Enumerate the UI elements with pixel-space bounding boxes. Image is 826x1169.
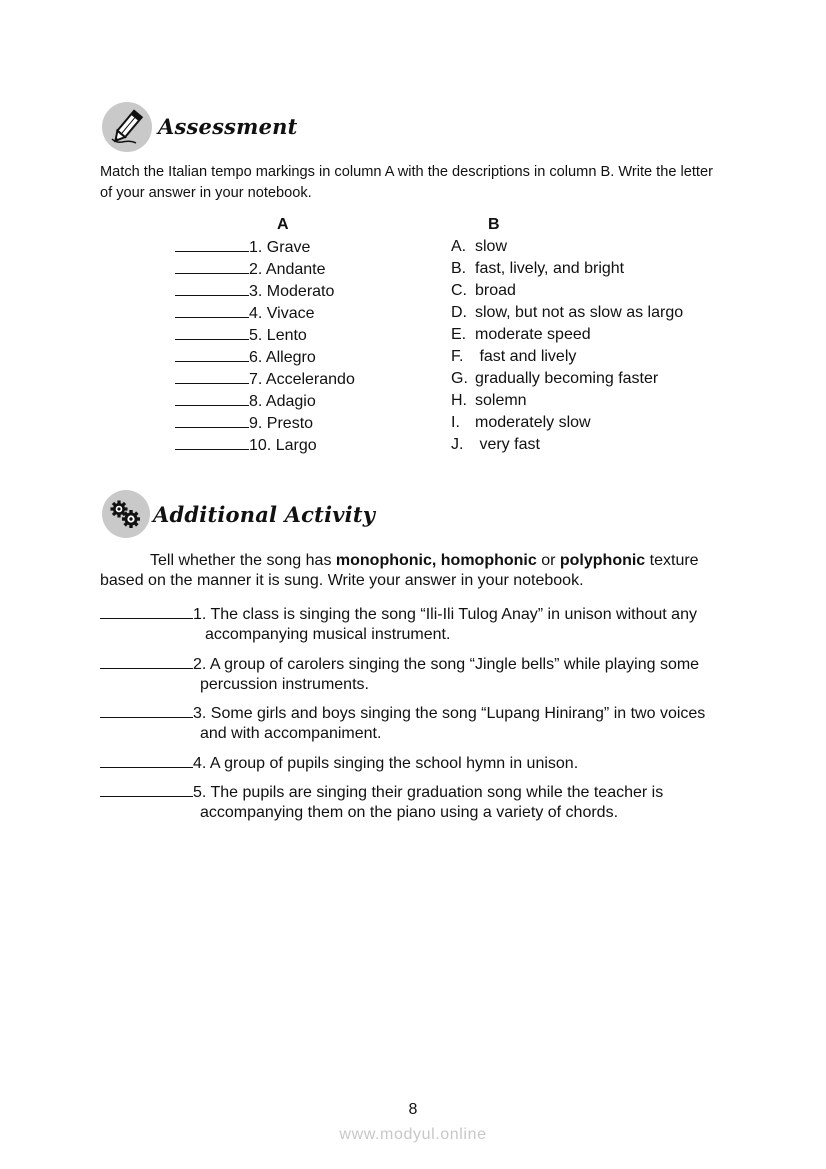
answer-blank[interactable] [175, 236, 249, 252]
answer-blank[interactable] [100, 603, 193, 619]
column-b-item: I. moderately slow [451, 414, 591, 431]
column-b-item: J. very fast [451, 436, 540, 453]
assessment-instructions: Match the Italian tempo markings in column A with the descriptions in column B. Write the letter of your answer in your notebook. [100, 164, 713, 201]
pencil-icon [102, 102, 152, 152]
column-b-item: G. gradually becoming faster [451, 370, 659, 387]
column-b-item: H. solemn [451, 392, 527, 409]
page-number: 8 [408, 1101, 418, 1118]
gears-icon [102, 490, 150, 538]
activity-item: 2. A group of carolers singing the song “Jingle bells” while playing some percussion instruments. [100, 653, 740, 694]
column-a-item: 7. Accelerando [175, 368, 355, 391]
column-a-item: 4. Vivace [175, 302, 315, 325]
answer-blank[interactable] [175, 412, 249, 428]
answer-blank[interactable] [100, 752, 193, 768]
column-a-header: A [277, 216, 289, 233]
column-b-item: F. fast and lively [451, 348, 577, 365]
answer-blank[interactable] [175, 368, 249, 384]
answer-blank[interactable] [100, 702, 193, 718]
answer-blank[interactable] [175, 434, 249, 450]
column-a-item: 9. Presto [175, 412, 313, 435]
column-b-item: A. slow [451, 238, 508, 255]
answer-blank[interactable] [175, 302, 249, 318]
additional-activity-instructions: Tell whether the song has monophonic, homophonic or polyphonic texture based on the manner it is sung. Write your answer in your notebook. [100, 552, 699, 589]
column-b-item: B. fast, lively, and bright [451, 260, 625, 277]
column-b-header: B [488, 216, 500, 233]
activity-item: 1. The class is singing the song “Ili-Ili Tulog Anay” in unison without any accompanying musical instrument. [100, 603, 740, 644]
column-a-item: 2. Andante [175, 258, 326, 281]
column-a-item: 6. Allegro [175, 346, 316, 369]
answer-blank[interactable] [100, 781, 193, 797]
gears-icon-badge [102, 490, 150, 538]
answer-blank[interactable] [175, 324, 249, 340]
column-a-item: 8. Adagio [175, 390, 316, 413]
answer-blank[interactable] [175, 390, 249, 406]
column-b-item: D. slow, but not as slow as largo [451, 304, 684, 321]
answer-blank[interactable] [100, 653, 193, 669]
column-a-item: 5. Lento [175, 324, 307, 347]
column-a-item: 3. Moderato [175, 280, 334, 303]
additional-activity-title: Additional Activity [153, 502, 376, 527]
column-b-item: C. broad [451, 282, 516, 299]
activity-item: 4. A group of pupils singing the school hymn in unison. [100, 752, 740, 774]
activity-item: 5. The pupils are singing their graduation song while the teacher is accompanying them on the piano using a variety of chords. [100, 781, 740, 822]
assessment-title: Assessment [158, 114, 298, 139]
answer-blank[interactable] [175, 280, 249, 296]
pencil-icon-badge [102, 102, 152, 152]
column-a-item: 10. Largo [175, 434, 317, 457]
column-a-item: 1. Grave [175, 236, 310, 259]
answer-blank[interactable] [175, 346, 249, 362]
answer-blank[interactable] [175, 258, 249, 274]
column-b-item: E. moderate speed [451, 326, 591, 343]
watermark: www.modyul.online [339, 1126, 487, 1143]
activity-item: 3. Some girls and boys singing the song “Lupang Hinirang” in two voices and with accompaniment. [100, 702, 740, 743]
